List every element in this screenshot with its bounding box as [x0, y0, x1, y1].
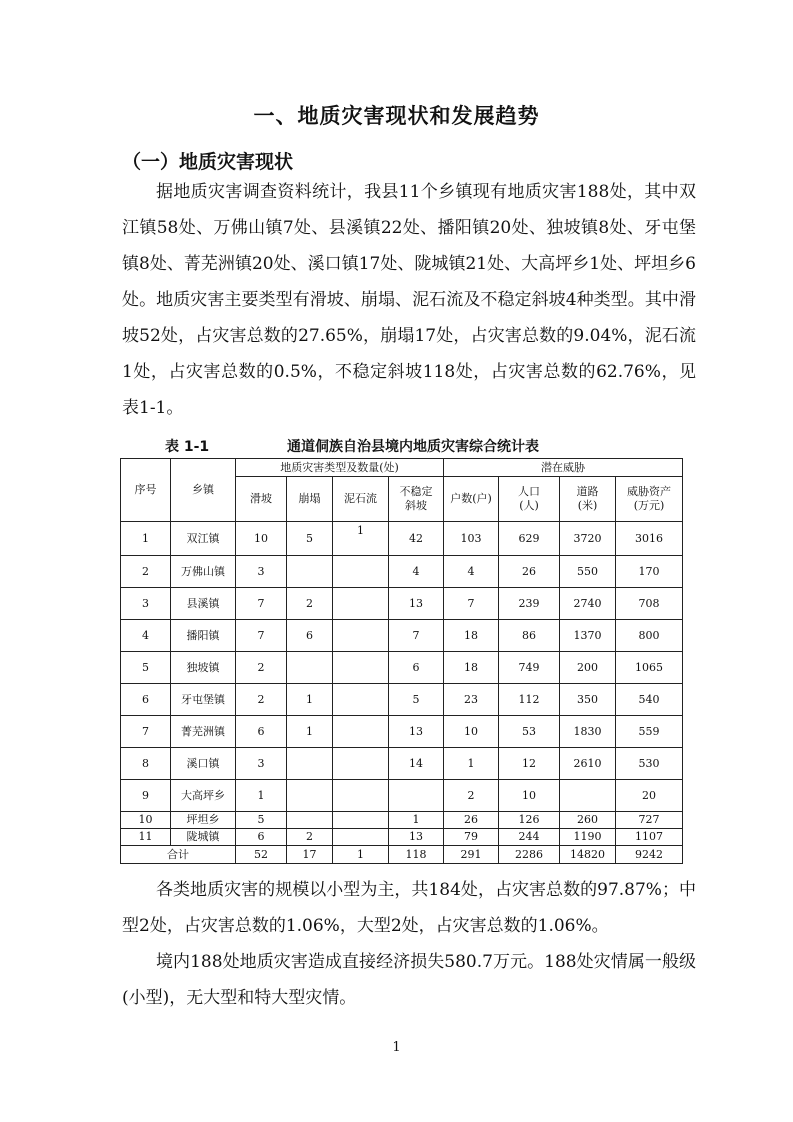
cell-road: 1830 — [560, 716, 616, 748]
table-row — [121, 652, 683, 684]
cell-road: 3720 — [560, 522, 616, 556]
header-unstable-line2: 斜坡 — [405, 499, 428, 512]
cell-road: 550 — [560, 556, 616, 588]
header-road — [560, 477, 616, 522]
cell-town: 陇城镇 — [171, 829, 236, 846]
cell-households: 18 — [444, 620, 499, 652]
cell-assets: 530 — [616, 748, 683, 780]
cell-households: 26 — [444, 812, 499, 829]
cell-road: 1190 — [560, 829, 616, 846]
cell-seq: 8 — [121, 748, 171, 780]
cell-population: 244 — [499, 829, 560, 846]
scale-paragraph — [122, 872, 696, 944]
cell-seq: 4 — [121, 620, 171, 652]
scale-text: 各类地质灾害的规模以小型为主，共184处，占灾害总数的97.87%；中型2处，占灾害总数的1.06%，大型2处，占灾害总数的1.06%。 — [122, 880, 696, 936]
cell-debris-flow — [333, 716, 389, 748]
cell-road: 2740 — [560, 588, 616, 620]
cell-population: 239 — [499, 588, 560, 620]
cell-seq: 3 — [121, 588, 171, 620]
table-total-row — [121, 846, 683, 864]
header-population-line1: 人口 — [518, 485, 541, 498]
subsection-heading: （一）地质灾害现状 — [122, 151, 294, 173]
total-households: 291 — [444, 846, 499, 864]
cell-unstable: 13 — [389, 829, 444, 846]
cell-landslide: 6 — [236, 829, 287, 846]
cell-collapse: 5 — [287, 522, 333, 556]
header-assets — [616, 477, 683, 522]
table-row — [121, 588, 683, 620]
header-debris-flow: 泥石流 — [333, 477, 389, 522]
cell-debris-flow — [333, 829, 389, 846]
cell-assets: 540 — [616, 684, 683, 716]
cell-road: 1370 — [560, 620, 616, 652]
cell-households: 4 — [444, 556, 499, 588]
header-landslide: 滑坡 — [236, 477, 287, 522]
cell-town: 坪坦乡 — [171, 812, 236, 829]
table-row — [121, 556, 683, 588]
header-population — [499, 477, 560, 522]
cell-households: 18 — [444, 652, 499, 684]
cell-population: 749 — [499, 652, 560, 684]
cell-unstable: 7 — [389, 620, 444, 652]
cell-population: 10 — [499, 780, 560, 812]
header-households: 户数(户) — [444, 477, 499, 522]
cell-landslide: 2 — [236, 652, 287, 684]
cell-town: 县溪镇 — [171, 588, 236, 620]
total-collapse: 17 — [287, 846, 333, 864]
cell-population: 126 — [499, 812, 560, 829]
intro-paragraph — [122, 174, 696, 426]
header-seq: 序号 — [121, 459, 171, 522]
cell-seq: 9 — [121, 780, 171, 812]
cell-assets: 170 — [616, 556, 683, 588]
header-assets-line2: (万元) — [633, 499, 665, 512]
header-unstable-slope — [389, 477, 444, 522]
cell-assets: 727 — [616, 812, 683, 829]
cell-landslide: 6 — [236, 716, 287, 748]
cell-debris-flow — [333, 812, 389, 829]
section-heading: 一、地质灾害现状和发展趋势 — [253, 104, 540, 128]
cell-unstable: 14 — [389, 748, 444, 780]
cell-landslide: 7 — [236, 588, 287, 620]
cell-seq: 6 — [121, 684, 171, 716]
cell-unstable: 13 — [389, 588, 444, 620]
cell-landslide: 3 — [236, 556, 287, 588]
cell-households: 2 — [444, 780, 499, 812]
header-unstable-line1: 不稳定 — [399, 485, 433, 498]
cell-assets: 1107 — [616, 829, 683, 846]
cell-road — [560, 780, 616, 812]
cell-seq: 11 — [121, 829, 171, 846]
disaster-stats-table — [120, 458, 683, 864]
table-row — [121, 748, 683, 780]
cell-landslide: 3 — [236, 748, 287, 780]
cell-population: 112 — [499, 684, 560, 716]
cell-seq: 7 — [121, 716, 171, 748]
table-row — [121, 780, 683, 812]
cell-unstable: 1 — [389, 812, 444, 829]
cell-assets: 20 — [616, 780, 683, 812]
cell-road: 260 — [560, 812, 616, 829]
cell-collapse — [287, 652, 333, 684]
header-road-line1: 道路 — [576, 485, 599, 498]
cell-population: 629 — [499, 522, 560, 556]
cell-debris-flow — [333, 620, 389, 652]
cell-unstable: 13 — [389, 716, 444, 748]
cell-town: 菁芜洲镇 — [171, 716, 236, 748]
cell-collapse — [287, 780, 333, 812]
cell-households: 10 — [444, 716, 499, 748]
cell-assets: 3016 — [616, 522, 683, 556]
cell-assets: 1065 — [616, 652, 683, 684]
total-unstable: 118 — [389, 846, 444, 864]
header-population-line2: (人) — [519, 499, 539, 512]
cell-population: 53 — [499, 716, 560, 748]
cell-town: 双江镇 — [171, 522, 236, 556]
cell-landslide: 1 — [236, 780, 287, 812]
cell-collapse: 6 — [287, 620, 333, 652]
cell-debris-flow — [333, 652, 389, 684]
cell-households: 79 — [444, 829, 499, 846]
cell-population: 86 — [499, 620, 560, 652]
cell-landslide: 5 — [236, 812, 287, 829]
cell-households: 23 — [444, 684, 499, 716]
cell-assets: 559 — [616, 716, 683, 748]
cell-town: 万佛山镇 — [171, 556, 236, 588]
cell-unstable: 42 — [389, 522, 444, 556]
cell-households: 103 — [444, 522, 499, 556]
header-collapse: 崩塌 — [287, 477, 333, 522]
cell-collapse: 1 — [287, 684, 333, 716]
loss-paragraph — [122, 944, 696, 1016]
total-road: 14820 — [560, 846, 616, 864]
cell-households: 1 — [444, 748, 499, 780]
cell-road: 200 — [560, 652, 616, 684]
cell-debris-flow — [333, 588, 389, 620]
cell-town: 独坡镇 — [171, 652, 236, 684]
table-caption-title: 通道侗族自治县境内地质灾害综合统计表 — [287, 439, 539, 455]
cell-unstable: 5 — [389, 684, 444, 716]
cell-landslide: 2 — [236, 684, 287, 716]
header-town: 乡镇 — [171, 459, 236, 522]
cell-collapse: 2 — [287, 829, 333, 846]
total-population: 2286 — [499, 846, 560, 864]
cell-collapse — [287, 748, 333, 780]
cell-assets: 800 — [616, 620, 683, 652]
header-potential-threat: 潜在威胁 — [444, 459, 683, 477]
cell-road: 2610 — [560, 748, 616, 780]
intro-text: 据地质灾害调查资料统计，我县11个乡镇现有地质灾害188处，其中双江镇58处、万佛山镇7处、县溪镇22处、播阳镇20处、独坡镇8处、牙屯堡镇8处、菁芜洲镇20处、溪口镇17处、陇城镇21处、大高坪乡1处、坪坦乡6处。地质灾害主要类型有滑坡、崩塌、泥石流及不稳定斜坡4种类型。其中滑坡52处，占灾害总数的27.65%，崩塌17处，占灾害总数的9.04%，泥石流1处，占灾害总数的0.5%，不稳定斜坡118处，占灾害总数的62.76%，见表1-1。 — [122, 182, 696, 418]
cell-seq: 1 — [121, 522, 171, 556]
cell-population: 26 — [499, 556, 560, 588]
cell-road: 350 — [560, 684, 616, 716]
page-number: 1 — [392, 1040, 401, 1055]
cell-collapse: 1 — [287, 716, 333, 748]
cell-town: 溪口镇 — [171, 748, 236, 780]
cell-debris-flow: 1 — [333, 522, 389, 556]
cell-unstable: 4 — [389, 556, 444, 588]
cell-seq: 5 — [121, 652, 171, 684]
cell-unstable — [389, 780, 444, 812]
header-assets-line1: 威胁资产 — [627, 485, 672, 498]
header-road-line2: (米) — [577, 499, 598, 512]
cell-population: 12 — [499, 748, 560, 780]
total-label: 合计 — [121, 846, 236, 864]
table-body — [121, 522, 683, 846]
cell-seq: 2 — [121, 556, 171, 588]
cell-debris-flow — [333, 748, 389, 780]
cell-assets: 708 — [616, 588, 683, 620]
cell-debris-flow — [333, 684, 389, 716]
loss-text: 境内188处地质灾害造成直接经济损失580.7万元。188处灾情属一般级(小型)，无大型和特大型灾情。 — [122, 952, 696, 1008]
cell-landslide: 10 — [236, 522, 287, 556]
table-row — [121, 716, 683, 748]
cell-unstable: 6 — [389, 652, 444, 684]
table-row — [121, 812, 683, 829]
table-caption-number: 表 1-1 — [165, 439, 210, 455]
cell-debris-flow — [333, 556, 389, 588]
cell-households: 7 — [444, 588, 499, 620]
cell-seq: 10 — [121, 812, 171, 829]
total-landslide: 52 — [236, 846, 287, 864]
cell-town: 牙屯堡镇 — [171, 684, 236, 716]
total-debris-flow: 1 — [333, 846, 389, 864]
table-row — [121, 684, 683, 716]
cell-collapse — [287, 556, 333, 588]
cell-town: 大高坪乡 — [171, 780, 236, 812]
cell-collapse — [287, 812, 333, 829]
table-row — [121, 620, 683, 652]
table-row — [121, 522, 683, 556]
header-disaster-types: 地质灾害类型及数量(处) — [236, 459, 444, 477]
cell-debris-flow — [333, 780, 389, 812]
cell-town: 播阳镇 — [171, 620, 236, 652]
header-row-group — [121, 459, 683, 477]
table-row — [121, 829, 683, 846]
total-assets: 9242 — [616, 846, 683, 864]
cell-landslide: 7 — [236, 620, 287, 652]
cell-collapse: 2 — [287, 588, 333, 620]
